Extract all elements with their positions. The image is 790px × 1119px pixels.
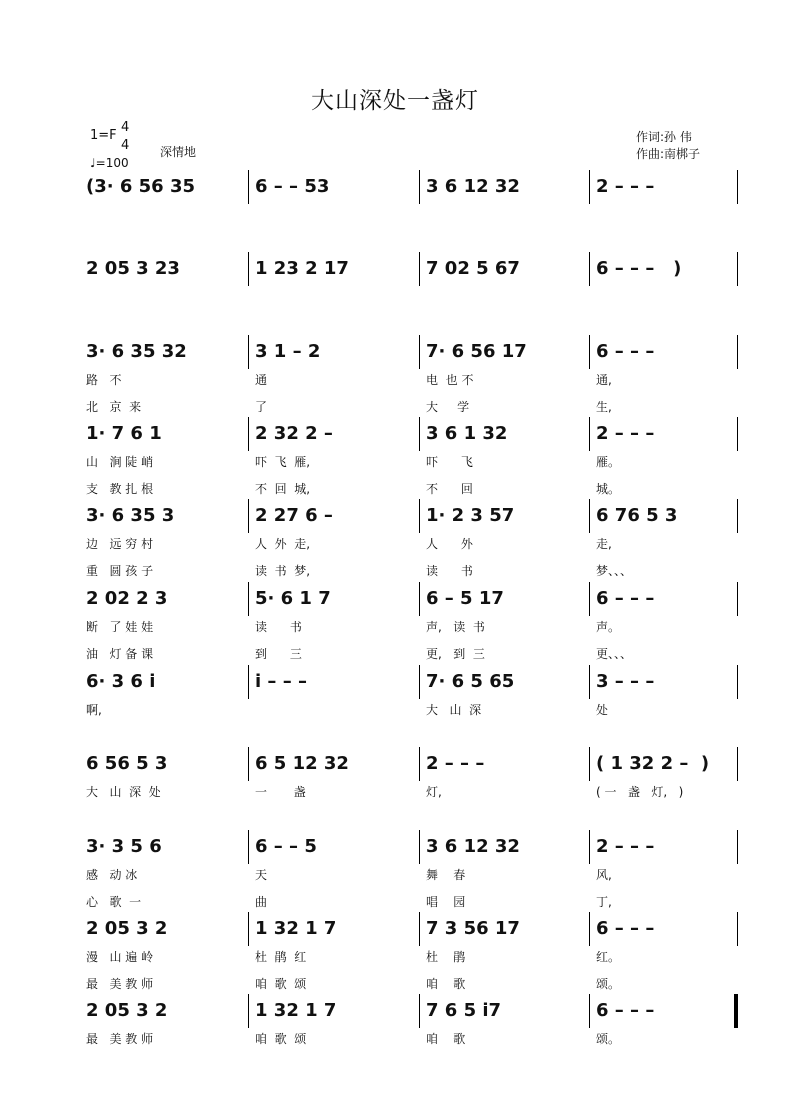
measure-notes: 6 – – – ): [596, 258, 682, 279]
measure-notes: 1· 2 3 57: [426, 505, 515, 526]
bar-line: [737, 830, 738, 864]
lyric-text: 读 书 梦,: [255, 564, 311, 578]
measure-notes: 1· 7 6 1: [86, 423, 162, 444]
bar-line: [737, 912, 738, 946]
lyric-text: 大 学: [426, 400, 470, 414]
bar-line: [589, 499, 590, 533]
measure-notes: 2 32 2 –: [255, 423, 333, 444]
bar-line: [419, 830, 420, 864]
lyric-text: 曲: [255, 895, 268, 909]
lyric-text: 不 回 城,: [255, 482, 311, 496]
measure-notes: 6 – – –: [596, 918, 655, 939]
lyric-text: 咱 歌: [426, 977, 466, 991]
bar-line: [419, 912, 420, 946]
measure-notes: (3· 6 56 35: [86, 176, 196, 197]
measure-notes: 6 56 5 3: [86, 753, 168, 774]
measure-notes: 6 76 5 3: [596, 505, 678, 526]
measure-notes: 7 3 56 17: [426, 918, 520, 939]
lyric-text: 支 教 扎 根: [86, 482, 154, 496]
bar-line: [419, 747, 420, 781]
bar-line: [589, 830, 590, 864]
measure-notes: 3 – – –: [596, 671, 655, 692]
measure-notes: 2 – – –: [426, 753, 485, 774]
measure-notes: i – – –: [255, 671, 307, 692]
lyric-text: 漫 山 遍 岭: [86, 950, 154, 964]
lyric-text: 风,: [596, 868, 612, 882]
lyric-text: 到 三: [255, 647, 302, 661]
measure-notes: 6 – – 5: [255, 836, 317, 857]
final-bar-line: [734, 994, 737, 1028]
bar-line: [419, 582, 420, 616]
lyric-text: 天: [255, 868, 268, 882]
bar-line: [248, 335, 249, 369]
bar-line: [737, 170, 738, 204]
measure-notes: 7 6 5 i7: [426, 1000, 502, 1021]
measure-notes: 3 6 12 32: [426, 176, 520, 197]
lyric-text: 电 也 不: [426, 373, 474, 387]
measure-notes: 3 6 1 32: [426, 423, 508, 444]
lyric-text: 大 山 深: [426, 703, 482, 717]
bar-line: [248, 665, 249, 699]
lyric-text: 咱 歌: [426, 1032, 466, 1046]
lyric-text: 梦、、、: [596, 564, 633, 578]
bar-line: [589, 747, 590, 781]
lyric-text: 咱 歌 颂: [255, 977, 307, 991]
lyric-text: 吓 飞 雁,: [255, 455, 311, 469]
lyric-text: 声, 读 书: [426, 620, 485, 634]
bar-line: [248, 912, 249, 946]
measure-notes: 3 6 12 32: [426, 836, 520, 857]
measure-notes: ( 1 32 2 – ): [596, 753, 710, 774]
measure-notes: 6 – – –: [596, 1000, 655, 1021]
time-signature-top: 4: [121, 120, 130, 135]
measure-notes: 6 – – –: [596, 588, 655, 609]
lyricist-credit: 作词:孙 伟: [636, 130, 692, 144]
measure-notes: 5· 6 1 7: [255, 588, 331, 609]
lyric-text: 一 盏: [255, 785, 306, 799]
measure-notes: 3· 3 5 6: [86, 836, 162, 857]
lyric-text: 声。: [596, 620, 621, 634]
lyric-text: 丁,: [596, 895, 612, 909]
bar-line: [737, 994, 738, 1028]
composer-credit: 作曲:南梆子: [636, 147, 701, 161]
lyric-text: 更, 到 三: [426, 647, 485, 661]
lyric-text: 生,: [596, 400, 612, 414]
bar-line: [248, 994, 249, 1028]
lyric-text: 颂。: [596, 977, 621, 991]
lyric-text: 油 灯 备 课: [86, 647, 154, 661]
measure-notes: 7 02 5 67: [426, 258, 520, 279]
bar-line: [589, 170, 590, 204]
bar-line: [589, 252, 590, 286]
song-title: 大山深处一盏灯: [311, 88, 479, 114]
bar-line: [589, 582, 590, 616]
measure-notes: 3· 6 35 3: [86, 505, 175, 526]
lyric-text: 断 了 娃 娃: [86, 620, 154, 634]
lyric-text: 山 涧 陡 峭: [86, 455, 154, 469]
bar-line: [248, 417, 249, 451]
bar-line: [419, 335, 420, 369]
expression-mark: 深情地: [160, 145, 197, 159]
measure-notes: 7· 6 56 17: [426, 341, 527, 362]
bar-line: [419, 417, 420, 451]
bar-line: [419, 665, 420, 699]
measure-notes: 6 – – 53: [255, 176, 330, 197]
measure-notes: 2 27 6 –: [255, 505, 333, 526]
lyric-text: 处: [596, 703, 609, 717]
lyric-text: 了: [255, 400, 268, 414]
bar-line: [589, 417, 590, 451]
bar-line: [248, 170, 249, 204]
lyric-text: 城。: [596, 482, 621, 496]
measure-notes: 2 05 3 2: [86, 918, 168, 939]
time-signature-bottom: 4: [121, 138, 130, 153]
lyric-text: 北 京 来: [86, 400, 142, 414]
bar-line: [737, 665, 738, 699]
measure-notes: 3· 6 35 32: [86, 341, 187, 362]
lyric-text: 红。: [596, 950, 621, 964]
lyric-text: 重 圆 孩 子: [86, 564, 154, 578]
measure-notes: 2 02 2 3: [86, 588, 168, 609]
measure-notes: 6 – – –: [596, 341, 655, 362]
measure-notes: 1 32 1 7: [255, 1000, 337, 1021]
lyric-text: 灯,: [426, 785, 442, 799]
bar-line: [737, 335, 738, 369]
measure-notes: 3 1 – 2: [255, 341, 321, 362]
lyric-text: 人 外: [426, 537, 473, 551]
lyric-text: 感 动 冰: [86, 868, 138, 882]
lyric-text: 杜 鹃 红: [255, 950, 307, 964]
bar-line: [419, 994, 420, 1028]
bar-line: [737, 252, 738, 286]
measure-notes: 1 23 2 17: [255, 258, 349, 279]
bar-line: [737, 582, 738, 616]
bar-line: [419, 252, 420, 286]
lyric-text: 杜 鹃: [426, 950, 466, 964]
bar-line: [248, 830, 249, 864]
lyric-text: 吓 飞: [426, 455, 473, 469]
bar-line: [737, 417, 738, 451]
bar-line: [589, 665, 590, 699]
lyric-text: 唱 园: [426, 895, 466, 909]
bar-line: [248, 252, 249, 286]
bar-line: [589, 994, 590, 1028]
lyric-text: 读 书: [255, 620, 302, 634]
lyric-text: 更、、、: [596, 647, 633, 661]
lyric-text: ( 一 盏 灯, ): [596, 785, 684, 799]
lyric-text: 通: [255, 373, 268, 387]
lyric-text: 咱 歌 颂: [255, 1032, 307, 1046]
measure-notes: 2 – – –: [596, 176, 655, 197]
lyric-text: 走,: [596, 537, 612, 551]
tempo-mark: ♩=100: [90, 156, 129, 170]
lyric-text: 啊,: [86, 703, 102, 717]
bar-line: [589, 912, 590, 946]
measure-notes: 7· 6 5 65: [426, 671, 515, 692]
bar-line: [248, 747, 249, 781]
lyric-text: 心 歌 一: [86, 895, 142, 909]
measure-notes: 6· 3 6 i: [86, 671, 156, 692]
measure-notes: 6 5 12 32: [255, 753, 349, 774]
bar-line: [589, 335, 590, 369]
measure-notes: 2 – – –: [596, 423, 655, 444]
lyric-text: 人 外 走,: [255, 537, 311, 551]
measure-notes: 2 05 3 23: [86, 258, 180, 279]
bar-line: [248, 582, 249, 616]
bar-line: [419, 499, 420, 533]
lyric-text: 舞 春: [426, 868, 466, 882]
lyric-text: 边 远 穷 村: [86, 537, 154, 551]
lyric-text: 大 山 深 处: [86, 785, 161, 799]
lyric-text: 颂。: [596, 1032, 621, 1046]
lyric-text: 通,: [596, 373, 612, 387]
measure-notes: 6 – 5 17: [426, 588, 504, 609]
lyric-text: 雁。: [596, 455, 621, 469]
bar-line: [248, 499, 249, 533]
bar-line: [737, 747, 738, 781]
measure-notes: 2 05 3 2: [86, 1000, 168, 1021]
lyric-text: 最 美 教 师: [86, 1032, 154, 1046]
lyric-text: 路 不: [86, 373, 122, 387]
bar-line: [419, 170, 420, 204]
lyric-text: 最 美 教 师: [86, 977, 154, 991]
bar-line: [737, 499, 738, 533]
lyric-text: 读 书: [426, 564, 473, 578]
measure-notes: 1 32 1 7: [255, 918, 337, 939]
lyric-text: 不 回: [426, 482, 473, 496]
measure-notes: 2 – – –: [596, 836, 655, 857]
key-signature: 1=F: [90, 128, 117, 143]
